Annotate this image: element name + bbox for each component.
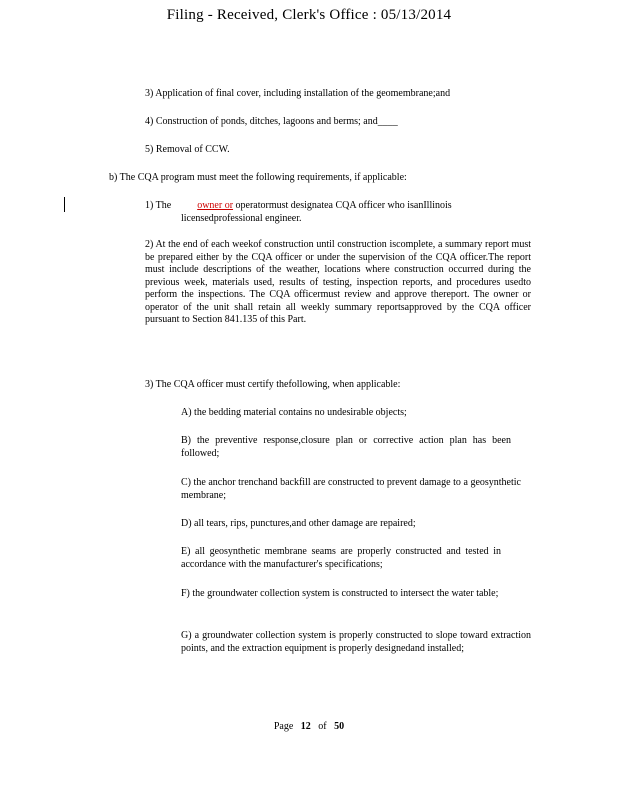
item-b-preventive-response: B) the preventive response,closure plan or corrective action plan has been followed; (181, 435, 511, 459)
item-e-geosynthetic-seams: E) all geosynthetic membrane seams are properly constructed and tested in accordance with the manufacturer's specifications; (181, 546, 501, 570)
filing-header: Filing - Received, Clerk's Office : 05/13/2014 (166, 7, 452, 23)
item-f-groundwater-collection: F) the groundwater collection system is constructed to intersect the water table; (181, 588, 499, 599)
b1-suffix: operatormust designatea CQA officer who isanIllinois (233, 200, 452, 211)
item-a-bedding-material: A) the bedding material contains no undesirable objects; (181, 407, 407, 418)
item-d-tears-repaired: D) all tears, rips, punctures,and other damage are repaired; (181, 518, 416, 529)
page-footer (0, 721, 618, 734)
revision-bar (64, 197, 65, 212)
b1-redline-insertion: owner or (197, 200, 234, 211)
page-number: 12 (300, 721, 311, 732)
section-b-intro: b) The CQA program must meet the following requirements, if applicable: (109, 172, 407, 183)
b1-prefix: 1) The (145, 200, 172, 211)
total-pages: 50 (334, 721, 345, 732)
of-label: of (318, 721, 327, 732)
b1-cqa-officer-designation (145, 200, 545, 225)
item-3-application-final-cover: 3) Application of final cover, including installation of the geomembrane;and (145, 88, 451, 99)
b1-continuation: licensedprofessional engineer. (181, 212, 302, 224)
page-label: Page (273, 721, 294, 732)
b3-cqa-certify: 3) The CQA officer must certify thefollowing, when applicable: (145, 379, 401, 390)
item-4-construction-ponds: 4) Construction of ponds, ditches, lagoons and berms; and____ (145, 116, 398, 127)
b2-weekly-summary-report: 2) At the end of each weekof construction until construction iscomplete, a summary report must be prepared either by the CQA officer or under the supervision of the CQA officer.The report must include descriptions of the weather, locations where construction occurred during the previous week, materials used, results of testing, inspection reports, and procedures usedto perform the inspections. The CQA officermust review and approve thereport. The owner or operator of the unit shall retain all weekly summary reportsapproved by the CQA officer pursuant to Section 841.135 of this Part. (145, 239, 531, 325)
item-c-anchor-trench: C) the anchor trenchand backfill are constructed to prevent damage to a geosynthetic membrane; (181, 477, 521, 501)
item-g-groundwater-slope: G) a groundwater collection system is properly constructed to slope toward extraction points, and the extraction equipment is properly designedand installed; (181, 630, 531, 654)
item-5-removal-ccw: 5) Removal of CCW. (145, 144, 230, 155)
